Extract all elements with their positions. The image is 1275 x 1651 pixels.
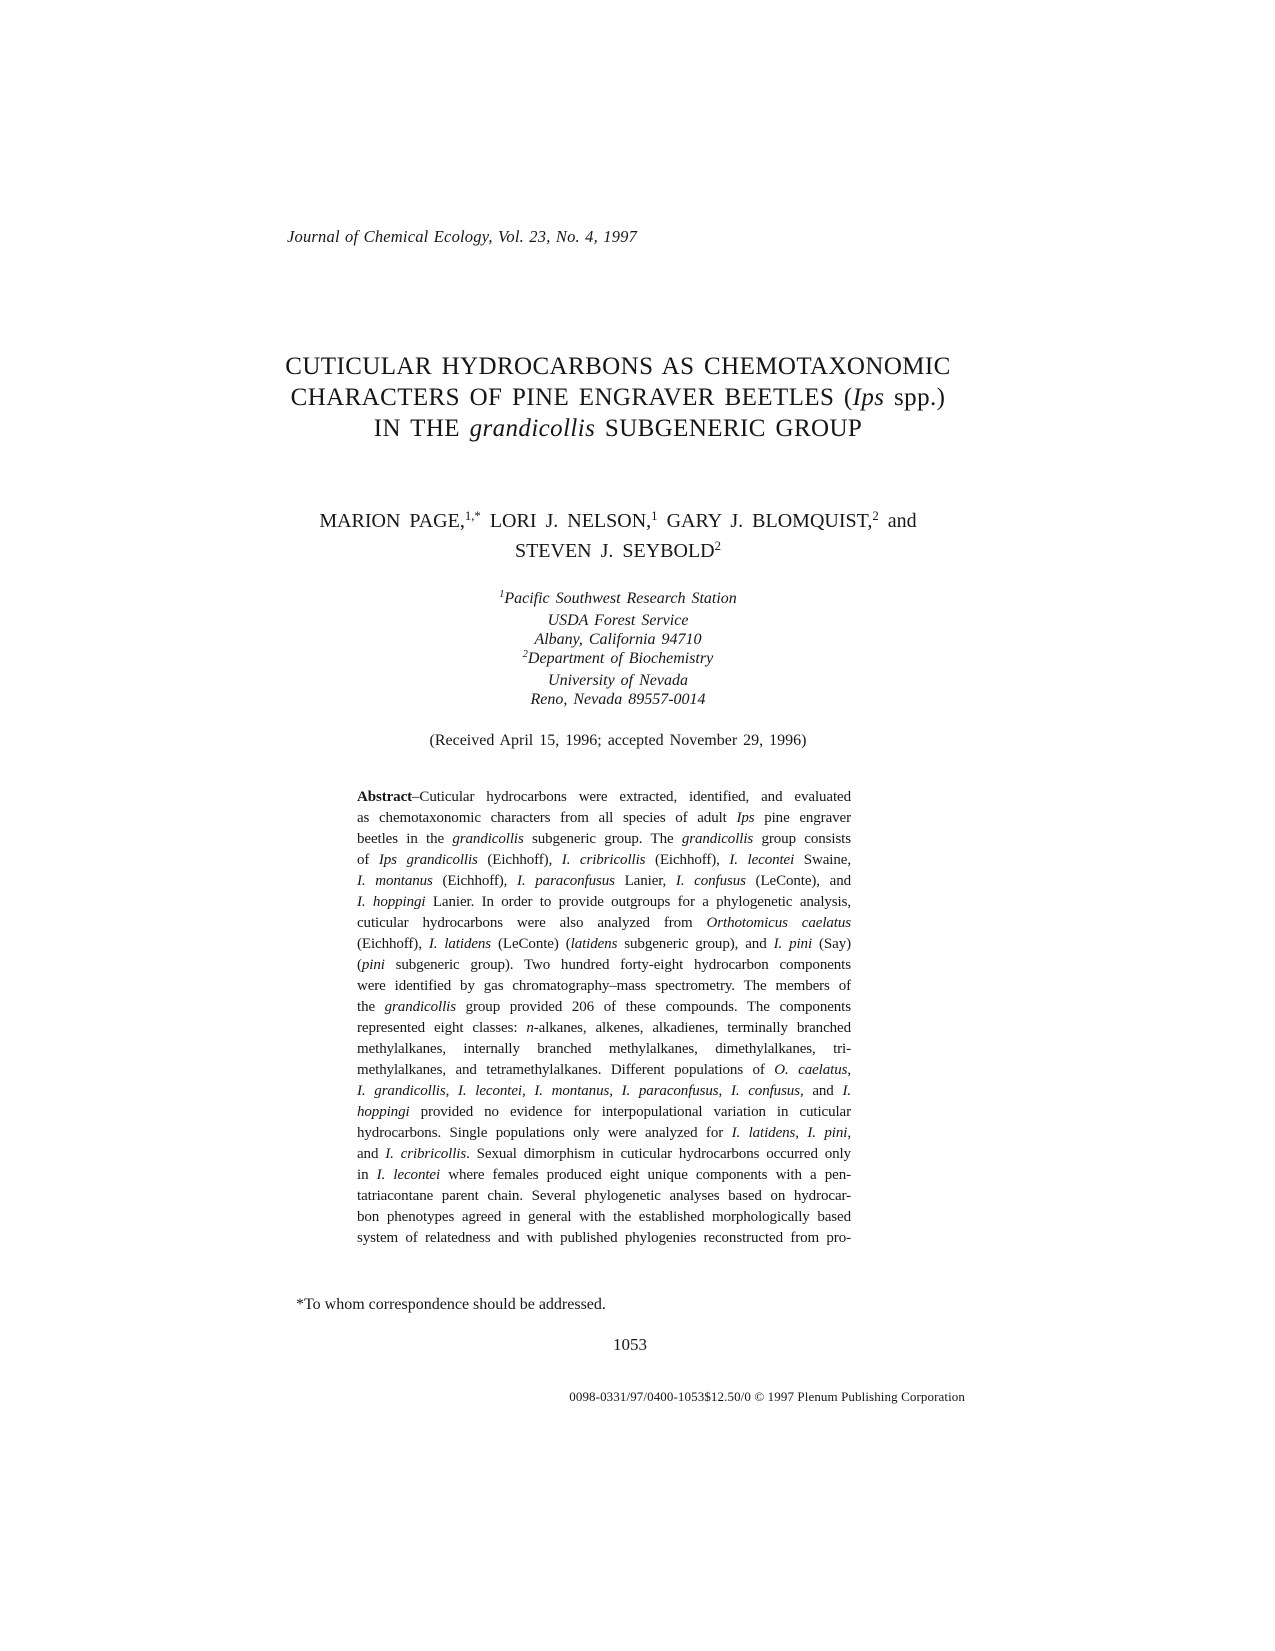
text-segment: spp.) <box>884 384 946 411</box>
text-segment: Albany, California 94710 <box>534 631 702 648</box>
text-segment: STEVEN J. SEYBOLD <box>514 540 715 562</box>
text-segment: group consists <box>753 831 851 847</box>
text-line <box>357 808 851 829</box>
text-line <box>250 351 986 382</box>
italic-text-segment: I. grandicollis <box>357 1083 446 1099</box>
text-line <box>357 1039 851 1060</box>
italic-text-segment: Orthotomicus caelatus <box>706 915 851 931</box>
italic-text-segment: I. confusus <box>730 1083 800 1099</box>
italic-text-segment: I. latidens <box>428 936 492 952</box>
superscript-segment: 1 <box>499 589 505 601</box>
text-segment: subgeneric group). Two hundred forty-eight hydrocarbon components <box>384 957 851 973</box>
italic-text-segment: I. pini <box>773 936 813 952</box>
affiliation-2 <box>250 649 986 710</box>
text-segment: University of Nevada <box>548 671 688 689</box>
text-segment: MARION PAGE, <box>319 510 465 532</box>
italic-text-segment: Ips <box>736 810 755 826</box>
italic-text-segment: I. cribricollis <box>385 1146 467 1162</box>
superscript-segment: 1 <box>651 508 658 523</box>
text-segment: bon phenotypes agreed in general with the established morphologically based <box>357 1209 851 1225</box>
text-segment: (Eichhoff), <box>357 936 429 952</box>
text-line <box>357 1144 851 1165</box>
italic-text-segment: I. confusus <box>675 873 746 889</box>
text-line <box>250 589 986 611</box>
text-segment: (Eichhoff), <box>477 852 562 868</box>
italic-text-segment: Ips grandicollis <box>378 852 478 868</box>
text-segment: Reno, Nevada 89557-0014 <box>530 691 706 708</box>
text-line <box>357 1102 851 1123</box>
italic-text-segment: I. hoppingi <box>357 894 426 910</box>
italic-text-segment: I. latidens <box>731 1125 796 1141</box>
text-segment: tatriacontane parent chain. Several phylogenetic analyses based on hydrocar- <box>357 1188 851 1204</box>
text-segment: , <box>445 1083 458 1099</box>
italic-text-segment: I. lecontei <box>376 1167 441 1183</box>
italic-text-segment: O. caelatus <box>774 1062 848 1078</box>
text-segment: (Eichhoff), <box>645 852 730 868</box>
italic-text-segment: I. montanus <box>357 873 433 889</box>
text-segment: methylalkanes, internally branched methylalkanes, dimethylalkanes, tri- <box>357 1041 851 1057</box>
text-segment: , <box>521 1083 535 1099</box>
text-line <box>250 649 986 671</box>
italic-text-segment: latidens <box>570 936 618 952</box>
superscript-segment: 2 <box>522 649 528 661</box>
text-line <box>250 382 986 413</box>
text-segment: subgeneric group), and <box>617 936 774 952</box>
text-segment: group provided 206 of these compounds. The components <box>455 999 851 1015</box>
italic-text-segment: hoppingi <box>357 1104 410 1120</box>
superscript-segment: 2 <box>714 538 722 553</box>
text-line <box>357 1081 851 1102</box>
text-segment: , <box>609 1083 622 1099</box>
text-segment: , <box>718 1083 731 1099</box>
text-line <box>357 955 851 976</box>
text-line <box>357 997 851 1018</box>
text-segment: (Eichhoff), <box>432 873 518 889</box>
text-segment: and <box>878 510 917 532</box>
text-line <box>357 976 851 997</box>
page-number: 1053 <box>613 1335 647 1354</box>
text-line <box>357 829 851 850</box>
italic-text-segment: I. lecontei <box>729 852 795 868</box>
text-line <box>250 507 986 537</box>
text-segment: represented eight classes: <box>357 1020 527 1036</box>
superscript-segment: 2 <box>872 508 879 523</box>
text-segment: . Sexual dimorphism in cuticular hydrocarbons occurred only <box>466 1146 851 1162</box>
italic-text-segment: I. montanus <box>534 1083 610 1099</box>
italic-text-segment: I. <box>842 1083 851 1099</box>
text-segment: CHARACTERS OF PINE ENGRAVER BEETLES ( <box>290 384 853 411</box>
italic-text-segment: I. paraconfusus <box>621 1083 719 1099</box>
text-segment: USDA Forest Service <box>547 611 689 629</box>
authors <box>250 507 986 567</box>
text-segment: CUTICULAR HYDROCARBONS AS CHEMOTAXONOMIC <box>285 353 951 380</box>
text-line <box>357 1018 851 1039</box>
text-line <box>357 787 851 808</box>
abstract <box>357 787 851 1249</box>
text-line <box>357 934 851 955</box>
text-segment: , and <box>799 1083 843 1099</box>
text-segment: Department of Biochemistry <box>527 650 714 667</box>
text-line <box>357 913 851 934</box>
text-segment: Swaine, <box>794 852 851 868</box>
italic-text-segment: I. lecontei <box>458 1083 522 1099</box>
text-segment: ( <box>357 957 362 973</box>
text-segment: , <box>795 1125 808 1141</box>
text-line <box>357 1228 851 1249</box>
text-segment: and <box>357 1146 386 1162</box>
italic-text-segment: I. pini <box>807 1125 848 1141</box>
bold-text-segment: Abstract <box>357 789 413 805</box>
italic-text-segment: grandicollis <box>469 415 596 442</box>
superscript-segment: 1,* <box>464 508 481 523</box>
text-line <box>357 1060 851 1081</box>
text-line <box>357 892 851 913</box>
italic-text-segment: I. paraconfusus <box>517 873 615 889</box>
text-segment: of <box>357 852 379 868</box>
text-segment: cuticular hydrocarbons were also analyzed from <box>357 915 707 931</box>
text-line <box>357 1123 851 1144</box>
text-segment: system of relatedness and with published phylogenies reconstructed from pro- <box>357 1230 851 1246</box>
text-segment: Lanier, <box>614 873 676 889</box>
text-line <box>250 611 986 631</box>
text-segment: the <box>357 999 385 1015</box>
paper-title <box>250 351 986 444</box>
text-segment: were identified by gas chromatography–mass spectrometry. The members of <box>357 978 851 994</box>
text-segment: provided no evidence for interpopulational variation in cuticular <box>409 1104 851 1120</box>
text-segment: LORI J. NELSON, <box>480 510 652 532</box>
text-segment: –Cuticular hydrocarbons were extracted, identified, and evaluated <box>412 789 851 805</box>
text-line <box>357 1165 851 1186</box>
italic-text-segment: grandicollis <box>384 999 456 1015</box>
text-segment: (Say) <box>812 936 851 952</box>
text-line <box>250 537 986 567</box>
text-segment: GARY J. BLOMQUIST, <box>657 510 873 532</box>
text-segment: hydrocarbons. Single populations only were analyzed for <box>357 1125 732 1141</box>
text-segment: as chemotaxonomic characters from all species of adult <box>357 810 737 826</box>
italic-text-segment: Ips <box>852 384 885 411</box>
text-segment: (LeConte) ( <box>491 936 571 952</box>
text-segment: pine engraver <box>754 810 851 826</box>
journal-header: Journal of Chemical Ecology, Vol. 23, No. 4, 1997 <box>287 227 638 246</box>
copyright-line: 0098-0331/97/0400-1053$12.50/0 © 1997 Plenum Publishing Corporation <box>569 1389 965 1404</box>
text-line <box>357 850 851 871</box>
italic-text-segment: grandicollis <box>452 831 524 847</box>
correspondence-footnote: *To whom correspondence should be addressed. <box>296 1296 606 1313</box>
text-line <box>250 671 986 691</box>
text-line <box>357 1186 851 1207</box>
text-line <box>250 413 986 444</box>
text-line <box>250 630 986 650</box>
text-line <box>357 1207 851 1228</box>
text-segment: Pacific Southwest Research Station <box>504 590 737 607</box>
affiliation-1 <box>250 589 986 650</box>
italic-text-segment: n <box>526 1020 534 1036</box>
italic-text-segment: pini <box>361 957 385 973</box>
text-line <box>357 871 851 892</box>
text-segment: in <box>357 1167 377 1183</box>
text-segment: (LeConte), and <box>745 873 851 889</box>
text-line <box>250 690 986 710</box>
text-segment: , <box>847 1125 851 1141</box>
text-segment: Lanier. In order to provide outgroups for a phylogenetic analysis, <box>425 894 851 910</box>
received-accepted-line: (Received April 15, 1996; accepted November 29, 1996) <box>429 732 807 749</box>
text-segment: beetles in the <box>357 831 453 847</box>
text-segment: -alkanes, alkenes, alkadienes, terminally branched <box>533 1020 851 1036</box>
italic-text-segment: grandicollis <box>681 831 754 847</box>
text-segment: methylalkanes, and tetramethylalkanes. Different populations of <box>357 1062 775 1078</box>
text-segment: subgeneric group. The <box>523 831 682 847</box>
text-segment: where females produced eight unique components with a pen- <box>440 1167 852 1183</box>
text-segment: SUBGENERIC GROUP <box>595 415 863 442</box>
text-segment: , <box>847 1062 851 1078</box>
italic-text-segment: I. cribricollis <box>561 852 646 868</box>
text-segment: IN THE <box>373 415 470 442</box>
